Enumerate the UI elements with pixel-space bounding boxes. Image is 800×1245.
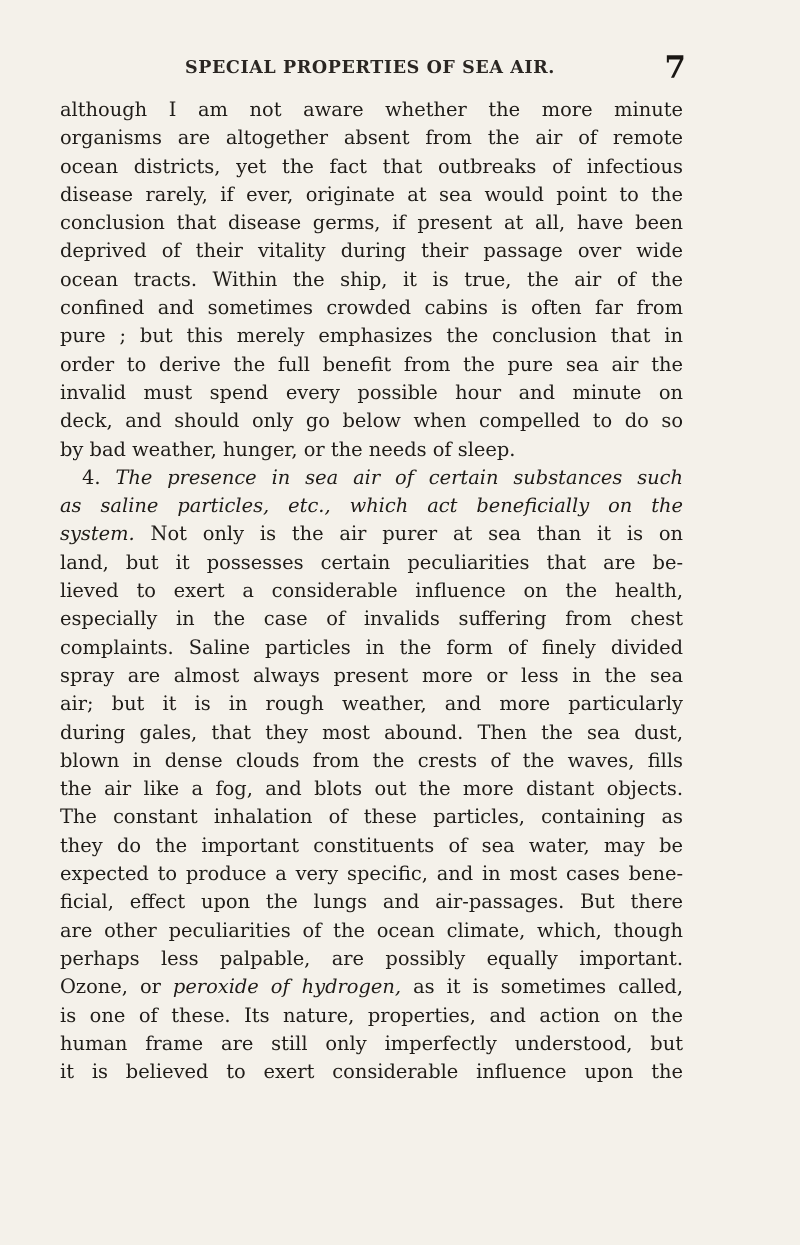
text-line: deprived of their vitality during their passage over wide bbox=[60, 239, 683, 263]
text-line: ficial, effect upon the lungs and air-passages. But there bbox=[60, 890, 683, 914]
text-line: The constant inhalation of these particles, containing as bbox=[60, 805, 683, 829]
text-line: organisms are altogether absent from the air of remote bbox=[60, 126, 683, 150]
text-line: especially in the case of invalids suffering from chest bbox=[60, 607, 683, 631]
running-head-title: SPECIAL PROPERTIES OF SEA AIR. bbox=[185, 58, 555, 78]
text-line: perhaps less palpable, are possibly equally important. bbox=[60, 946, 683, 970]
text-line: invalid must spend every possible hour and minute on bbox=[60, 380, 683, 404]
text-line: although I am not aware whether the more minute bbox=[60, 98, 683, 121]
text-line: pure ; but this merely emphasizes the conclusion that in bbox=[60, 324, 683, 348]
section-heading-text: system. bbox=[60, 522, 135, 546]
text-line: lieved to exert a considerable influence on the health, bbox=[60, 579, 683, 603]
text-line: is one of these. Its nature, properties, and action on the bbox=[60, 1003, 683, 1027]
text-line: by bad weather, hunger, or the needs of sleep. bbox=[60, 437, 516, 461]
italic-term: peroxide of hydrogen, bbox=[172, 975, 402, 999]
text-line: disease rarely, if ever, originate at sea would point to the bbox=[60, 182, 683, 206]
text-run: as it is sometimes called, bbox=[413, 975, 683, 999]
text-line: it is believed to exert considerable influence upon the bbox=[60, 1060, 683, 1084]
text-line: air; but it is in rough weather, and more particularly bbox=[60, 692, 683, 716]
text-line: blown in dense clouds from the crests of the waves, fills bbox=[60, 748, 683, 772]
text-line: ocean tracts. Within the ship, it is true, the air of the bbox=[60, 267, 683, 291]
body-text bbox=[60, 96, 683, 1086]
text-line: order to derive the full benefit from the pure sea air the bbox=[60, 352, 683, 376]
section-heading-line bbox=[60, 464, 683, 492]
running-head bbox=[60, 50, 686, 88]
text-line: spray are almost always present more or less in the sea bbox=[60, 663, 683, 687]
text-line: they do the important constituents of sea water, may be bbox=[60, 833, 683, 857]
text-line: conclusion that disease germs, if present at all, have been bbox=[60, 211, 683, 235]
text-line: the air like a fog, and blots out the more distant objects. bbox=[60, 777, 683, 801]
section-number: 4. bbox=[82, 465, 101, 489]
text-line: expected to produce a very specific, and in most cases bene- bbox=[60, 862, 683, 886]
text-line bbox=[60, 973, 683, 1001]
page-number: 7 bbox=[664, 50, 686, 86]
text-run: Not only is the air purer at sea than it is on bbox=[150, 522, 683, 546]
text-line: during gales, that they most abound. Then the sea dust, bbox=[60, 720, 683, 744]
text-line: land, but it possesses certain peculiarities that are be- bbox=[60, 550, 683, 574]
text-line bbox=[60, 520, 683, 548]
section-heading-line: as saline particles, etc., which act beneficially on the bbox=[60, 494, 683, 518]
text-line: confined and sometimes crowded cabins is often far from bbox=[60, 296, 683, 320]
section-heading-text: The presence in sea air of certain substances such bbox=[115, 465, 683, 489]
text-line: deck, and should only go below when compelled to do so bbox=[60, 409, 683, 433]
text-line: are other peculiarities of the ocean climate, which, though bbox=[60, 918, 683, 942]
text-run: Ozone, or bbox=[60, 975, 161, 999]
text-line: human frame are still only imperfectly understood, but bbox=[60, 1031, 683, 1055]
text-line: complaints. Saline particles in the form of finely divided bbox=[60, 635, 683, 659]
text-line: ocean districts, yet the fact that outbreaks of infectious bbox=[60, 154, 683, 178]
